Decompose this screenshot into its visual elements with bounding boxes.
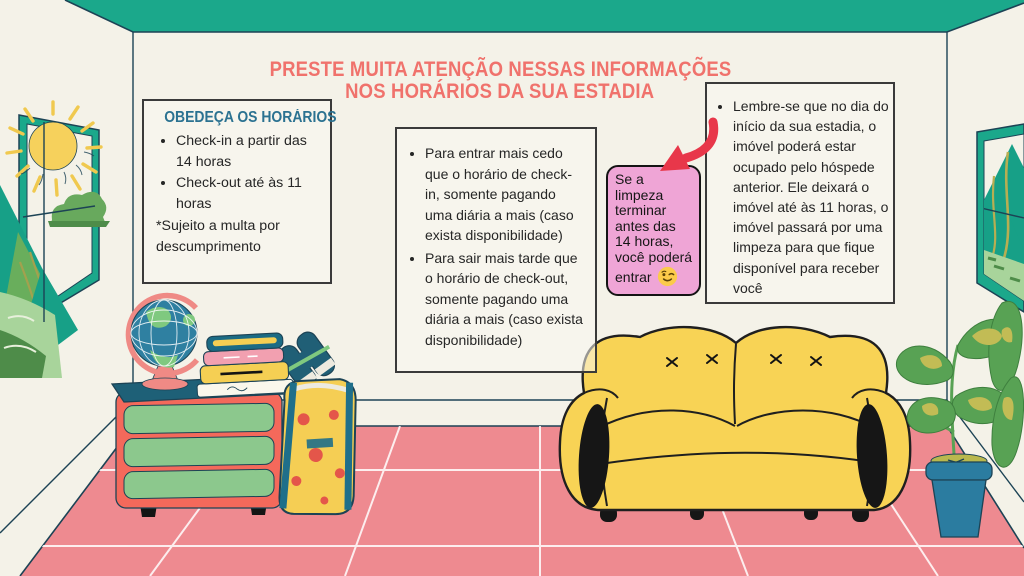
title-line-1: PRESTE MUITA ATENÇÃO NESSAS INFORMAÇÕES: [269, 57, 731, 81]
list-item: • Lembre-se que no dia do início da sua estadia, o imóvel poderá estar ocupado pelo hóspede anterior. Ele deixará o imóvel até às 11 horas, o imóvel passará por uma limpeza para que fique disponível para receber você: [733, 96, 891, 298]
wink-emoji-icon: [657, 266, 678, 291]
title-line-2: NOS HORÁRIOS DA SUA ESTADIA: [345, 79, 655, 103]
list-item: • Para sair mais tarde que o horário de check-out, somente pagando uma diária a mais (caso exista disponibilidade): [425, 248, 583, 351]
schedule-note: *Sujeito a multa por descumprimento: [156, 218, 280, 255]
cleaning-bubble: [606, 165, 701, 296]
reminder-list: [715, 96, 891, 298]
list-item: • Check-in a partir das 14 horas: [176, 131, 308, 172]
schedule-list: [156, 131, 308, 214]
list-item: • Check-out até às 11 horas: [176, 173, 308, 214]
schedule-box: [142, 99, 337, 284]
early-late-box: [395, 127, 597, 373]
schedule-heading: OBEDEÇA OS HORÁRIOS: [164, 109, 337, 126]
reminder-box: [705, 82, 895, 304]
cleaning-bubble-text: Se a limpeza terminar antes das 14 horas, você poderá entrar: [615, 171, 693, 285]
list-item: • Para entrar mais cedo que o horário de check-in, somente pagando uma diária a mais (caso exista disponibilidade): [425, 143, 583, 246]
early-late-list: [407, 143, 583, 350]
